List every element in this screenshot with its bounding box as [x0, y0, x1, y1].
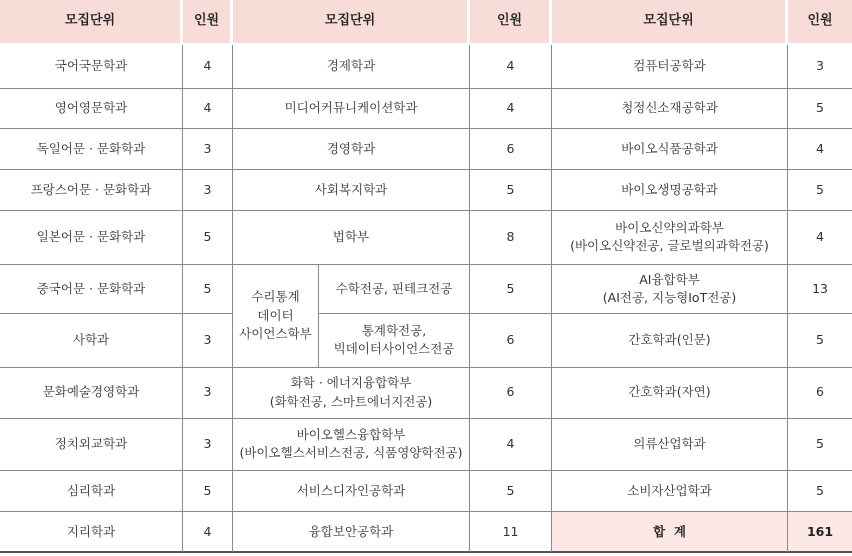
unit-cell: 문화예술경영학과 [0, 368, 183, 419]
group-cell [233, 265, 319, 368]
total-label: 합 계 [552, 512, 788, 553]
unit-cell: 사회복지학과 [233, 170, 470, 211]
unit-cell: 수학전공, 핀테크전공 [319, 265, 470, 314]
count-cell: 6 [470, 368, 552, 419]
header-unit-1: 모집단위 [0, 0, 183, 45]
table-row [0, 419, 852, 472]
unit-name: 바이오헬스융합학부 [296, 427, 406, 443]
count-cell: 5 [788, 471, 852, 512]
unit-cell: 독일어문 · 문화학과 [0, 129, 183, 170]
unit-cell: 중국어문 · 문화학과 [0, 265, 183, 314]
unit-majors: (바이오헬스서비스전공, 식품영양학전공) [239, 445, 463, 461]
unit-cell: 의류산업학과 [552, 419, 788, 472]
count-cell: 3 [788, 45, 852, 89]
group-name-line: 사이언스학부 [239, 325, 312, 341]
unit-cell: 프랑스어문 · 문화학과 [0, 170, 183, 211]
count-cell: 3 [183, 170, 233, 211]
unit-cell: 간호학과(자연) [552, 368, 788, 419]
count-cell: 11 [470, 512, 552, 553]
count-cell: 3 [183, 419, 233, 472]
unit-cell: 간호학과(인문) [552, 314, 788, 368]
count-cell: 4 [183, 45, 233, 89]
table-row [0, 129, 852, 170]
unit-majors: (바이오신약전공, 글로벌의과학전공) [570, 238, 769, 254]
count-cell: 5 [470, 170, 552, 211]
unit-cell: 융합보안공학과 [233, 512, 470, 553]
unit-cell: 바이오생명공학과 [552, 170, 788, 211]
unit-cell: 소비자산업학과 [552, 471, 788, 512]
count-cell: 5 [183, 211, 233, 265]
count-cell: 4 [470, 419, 552, 472]
unit-cell: 영어영문학과 [0, 89, 183, 130]
unit-cell: 사학과 [0, 314, 183, 368]
table-row [0, 45, 852, 89]
unit-name: 빅데이터사이언스전공 [333, 341, 455, 357]
table-row [0, 89, 852, 130]
count-cell: 5 [470, 471, 552, 512]
table-row [0, 471, 852, 512]
table-row [0, 512, 852, 553]
unit-majors: (AI전공, 지능형IoT전공) [602, 289, 737, 305]
unit-cell: 바이오식품공학과 [552, 129, 788, 170]
table-row [0, 368, 852, 419]
header-row [0, 0, 852, 45]
count-cell: 6 [470, 129, 552, 170]
count-cell: 4 [470, 89, 552, 130]
unit-cell: 미디어커뮤니케이션학과 [233, 89, 470, 130]
unit-cell: 일본어문 · 문화학과 [0, 211, 183, 265]
unit-cell [319, 314, 470, 368]
unit-cell: 정치외교학과 [0, 419, 183, 472]
unit-cell: 지리학과 [0, 512, 183, 553]
header-count-1: 인원 [183, 0, 233, 45]
group-name-line: 수리통계 [251, 289, 300, 305]
unit-cell [552, 211, 788, 265]
unit-cell [552, 265, 788, 314]
unit-cell: 경영학과 [233, 129, 470, 170]
count-cell: 5 [788, 89, 852, 130]
header-count-2: 인원 [470, 0, 552, 45]
header-unit-3: 모집단위 [552, 0, 788, 45]
count-cell: 3 [183, 368, 233, 419]
header-count-3: 인원 [788, 0, 852, 45]
count-cell: 3 [183, 129, 233, 170]
unit-name: AI융합학부 [639, 271, 700, 287]
total-count: 161 [788, 512, 852, 553]
count-cell: 5 [788, 314, 852, 368]
group-name-line: 데이터 [257, 307, 294, 323]
unit-cell: 심리학과 [0, 471, 183, 512]
count-cell: 6 [470, 314, 552, 368]
table-row [0, 314, 852, 368]
unit-cell [233, 368, 470, 419]
unit-cell [233, 419, 470, 472]
count-cell: 5 [470, 265, 552, 314]
table-row [0, 211, 852, 265]
table-row [0, 265, 852, 314]
count-cell: 6 [788, 368, 852, 419]
unit-name: 화학 · 에너지융합학부 [290, 375, 412, 391]
unit-name: 바이오신약의과학부 [615, 220, 724, 236]
unit-cell: 컴퓨터공학과 [552, 45, 788, 89]
header-unit-2: 모집단위 [233, 0, 470, 45]
count-cell: 3 [183, 314, 233, 368]
unit-cell: 국어국문학과 [0, 45, 183, 89]
unit-name: 통계학전공, [361, 322, 427, 338]
unit-cell: 서비스디자인공학과 [233, 471, 470, 512]
count-cell: 8 [470, 211, 552, 265]
table-row [0, 170, 852, 211]
count-cell: 5 [788, 170, 852, 211]
count-cell: 4 [788, 211, 852, 265]
unit-cell: 경제학과 [233, 45, 470, 89]
unit-majors: (화학전공, 스마트에너지전공) [269, 393, 433, 409]
count-cell: 13 [788, 265, 852, 314]
count-cell: 5 [183, 471, 233, 512]
count-cell: 4 [470, 45, 552, 89]
count-cell: 5 [183, 265, 233, 314]
unit-cell: 법학부 [233, 211, 470, 265]
count-cell: 5 [788, 419, 852, 472]
count-cell: 4 [183, 89, 233, 130]
count-cell: 4 [183, 512, 233, 553]
unit-cell: 청정신소재공학과 [552, 89, 788, 130]
count-cell: 4 [788, 129, 852, 170]
